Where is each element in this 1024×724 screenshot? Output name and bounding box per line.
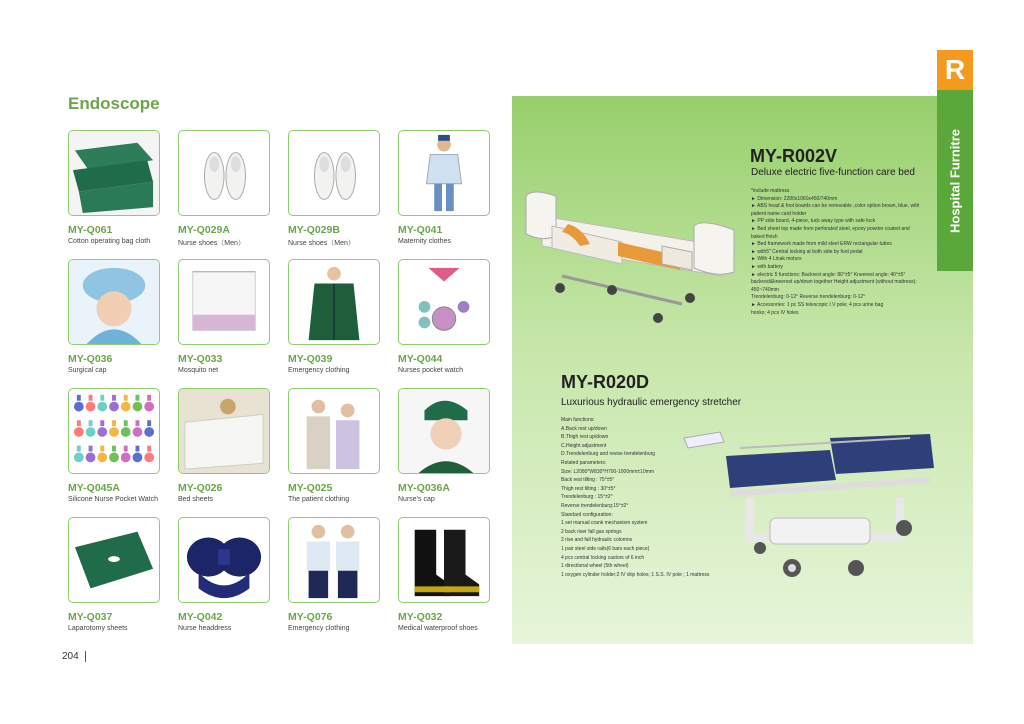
- product-code: MY-Q036A: [398, 482, 450, 494]
- product-name: Nurses pocket watch: [398, 367, 463, 374]
- watch-set-icon: [69, 389, 159, 473]
- product-code: MY-Q029A: [178, 224, 230, 236]
- spec-line: hooks; 4 pcs IV holes: [751, 309, 799, 316]
- spec-line: 1 set manual crank mechanism system: [561, 520, 648, 527]
- spec-line: ► Dimension: 2280x1060x450/740mm: [751, 195, 838, 202]
- product-item: [398, 388, 490, 503]
- two-staff-icon: [289, 518, 379, 602]
- spec-line: patient name card holder: [751, 210, 807, 217]
- spec-line: Back rest tilting : 75°±5°: [561, 477, 615, 484]
- product-item: [68, 130, 160, 245]
- product-item: [288, 259, 380, 374]
- product-code: MY-Q044: [398, 353, 443, 365]
- spec-line: ► Bed framework made from mild steel ERW rectangular tubes: [751, 241, 892, 248]
- product-item: [178, 259, 270, 374]
- product-thumbnail: [68, 130, 160, 216]
- product-item: [288, 130, 380, 248]
- product-item: [398, 130, 490, 245]
- spec-line: Size: L2080*W830*H700-1000mm±10mm: [561, 468, 655, 475]
- white-shoes-icon: [179, 131, 269, 215]
- spec-line: 2 rise and fall hydraulic colomns: [561, 537, 633, 544]
- product-name: Nurse's cap: [398, 496, 435, 503]
- product-thumbnail: [68, 388, 160, 474]
- spec-line: baked finish: [751, 233, 778, 240]
- product-item: [178, 130, 270, 248]
- page-number: 204: [62, 651, 86, 662]
- spec-line: ► with battery: [751, 263, 783, 270]
- product-code: MY-Q037: [68, 611, 113, 623]
- spec-line: ► with5" Central locking at both side by foot pedal: [751, 248, 863, 255]
- product-thumbnail: [178, 259, 270, 345]
- spec-line: A.Back rest up/down: [561, 425, 607, 432]
- product1-spec-list: [751, 188, 941, 317]
- product-thumbnail: [288, 388, 380, 474]
- spec-line: C.Height adjustment: [561, 442, 607, 449]
- green-jacket-icon: [289, 260, 379, 344]
- category-letter-badge: [937, 50, 973, 90]
- spec-line: Related parameters:: [561, 459, 607, 466]
- product-name: Emergency clothing: [288, 367, 350, 374]
- product-item: [288, 388, 380, 503]
- spec-line: ► electric 5 functions: Backrest angle: 80°±5° Kneerest angle: 40°±5°: [751, 271, 906, 278]
- product-name: Maternity clothes: [398, 238, 451, 245]
- product-item: [398, 259, 490, 374]
- product-item: [68, 388, 160, 503]
- product-name: Emergency clothing: [288, 625, 350, 632]
- rain-boots-icon: [399, 518, 489, 602]
- spec-line: ► PP side board, 4-piece, tuck away type with safe lock: [751, 218, 876, 225]
- product-item: [288, 517, 380, 632]
- product1-title: MY-R002V: [750, 146, 838, 166]
- spec-line: 1 oxygen cylinder holder;2 IV drip holes; 1 S.S. IV pole ; 1 mattress: [561, 571, 710, 578]
- product-code: MY-Q025: [288, 482, 333, 494]
- laparotomy-sheet-icon: [69, 518, 159, 602]
- product-thumbnail: [288, 517, 380, 603]
- spec-line: Main functions:: [561, 417, 595, 423]
- spec-line: ► Accessories: 1 pc SS telescopic I V pole; 4 pcs urine bag: [751, 301, 884, 308]
- spec-line: D.Trendelenburg and revise trendelenburg: [561, 451, 656, 458]
- product-thumbnail: [398, 517, 490, 603]
- product-thumbnail: [68, 259, 160, 345]
- spec-line: 450~740mm: [751, 286, 779, 293]
- product-name: Medical waterproof shoes: [398, 625, 478, 632]
- category-tab: [937, 90, 973, 271]
- product-thumbnail: [178, 517, 270, 603]
- product-item: [68, 259, 160, 374]
- pocket-watch-icon: [399, 260, 489, 344]
- product-name: Laparotomy sheets: [68, 625, 128, 632]
- product-code: MY-Q032: [398, 611, 443, 623]
- spec-line: ► ABS head & foot boards can be removable ,color option brown, blue, with: [751, 203, 920, 210]
- product-thumbnail: [288, 259, 380, 345]
- product-name: Nurse shoes（Men）: [288, 240, 355, 247]
- product-item: [398, 517, 490, 632]
- product-item: [178, 517, 270, 632]
- product-code: MY-Q061: [68, 224, 113, 236]
- product-name: Silicone Nurse Pocket Watch: [68, 496, 158, 503]
- product-code: MY-Q026: [178, 482, 223, 494]
- spec-line: ► With 4 Linak motors: [751, 256, 802, 263]
- product-code: MY-Q033: [178, 353, 223, 365]
- product-thumbnail: [178, 388, 270, 474]
- spec-line: 2 back riser fall gas springs: [561, 528, 622, 535]
- spec-line: 4 pcs central locking castors of 6 inch: [561, 554, 645, 561]
- product-thumbnail: [398, 259, 490, 345]
- product-code: MY-Q036: [68, 353, 113, 365]
- product-code: MY-Q039: [288, 353, 333, 365]
- spec-line: 1 directional wheel (5th wheel): [561, 563, 629, 570]
- product-thumbnail: [178, 130, 270, 216]
- headdress-bow-icon: [179, 518, 269, 602]
- mosquito-net-icon: [179, 260, 269, 344]
- product-name: Cotton operating bag cloth: [68, 238, 151, 245]
- spec-line: Reverse trendelenburg:15°±2°: [561, 502, 629, 509]
- product-item: [178, 388, 270, 503]
- product-code: MY-Q042: [178, 611, 223, 623]
- person-maternity-icon: [399, 131, 489, 215]
- product-name: Nurse shoes（Men）: [178, 240, 245, 247]
- category-name: Hospital Furnitre: [947, 128, 963, 233]
- product-name: Mosquito net: [178, 367, 219, 374]
- product2-title: MY-R020D: [561, 372, 650, 392]
- product-thumbnail: [398, 130, 490, 216]
- nurse-cap-icon: [399, 389, 489, 473]
- spec-line: Trendelenburg: 0-12° Reverse trendelenburg: 0-12°: [751, 294, 866, 301]
- spec-line: backrest&kneerest up/down together Height adjustment (without mattress):: [751, 279, 917, 286]
- product-thumbnail: [68, 517, 160, 603]
- stretcher-image: [680, 428, 952, 584]
- spec-line: B.Thigh rest up/down: [561, 434, 609, 441]
- section-title: Endoscope: [68, 94, 160, 113]
- spec-line: Thigh rest tilting : 30°±5°: [561, 485, 616, 492]
- folded-green-cloth-icon: [69, 131, 159, 215]
- product2-subtitle: Luxurious hydraulic emergency stretcher: [561, 397, 742, 408]
- product-code: MY-Q045A: [68, 482, 120, 494]
- product-name: The patient clothing: [288, 496, 350, 503]
- product-name: Bed sheets: [178, 496, 214, 503]
- product1-subtitle: Deluxe electric five-function care bed: [751, 167, 915, 178]
- product-name: Surgical cap: [68, 367, 107, 374]
- product-code: MY-Q076: [288, 611, 333, 623]
- spec-line: *include mattress: [751, 188, 790, 194]
- patients-icon: [289, 389, 379, 473]
- product-thumbnail: [398, 388, 490, 474]
- surgical-cap-icon: [69, 260, 159, 344]
- product-name: Nurse headdress: [178, 625, 232, 632]
- product-thumbnail: [288, 130, 380, 216]
- spec-line: Trendelenburg : 15°±2°: [561, 494, 613, 501]
- spec-line: Standard configuration:: [561, 511, 613, 518]
- spec-line: 1 pair steel side rails(6 bars each piece): [561, 545, 650, 552]
- product-code: MY-Q029B: [288, 224, 340, 236]
- care-bed-image: [522, 186, 744, 328]
- product-code: MY-Q041: [398, 224, 443, 236]
- category-letter: R: [944, 54, 966, 85]
- white-shoes-icon: [289, 131, 379, 215]
- bed-sheet-icon: [179, 389, 269, 473]
- product-item: [68, 517, 160, 632]
- spec-line: ► Bed sheet top made from perforated steel, epoxy powder coated and: [751, 225, 910, 232]
